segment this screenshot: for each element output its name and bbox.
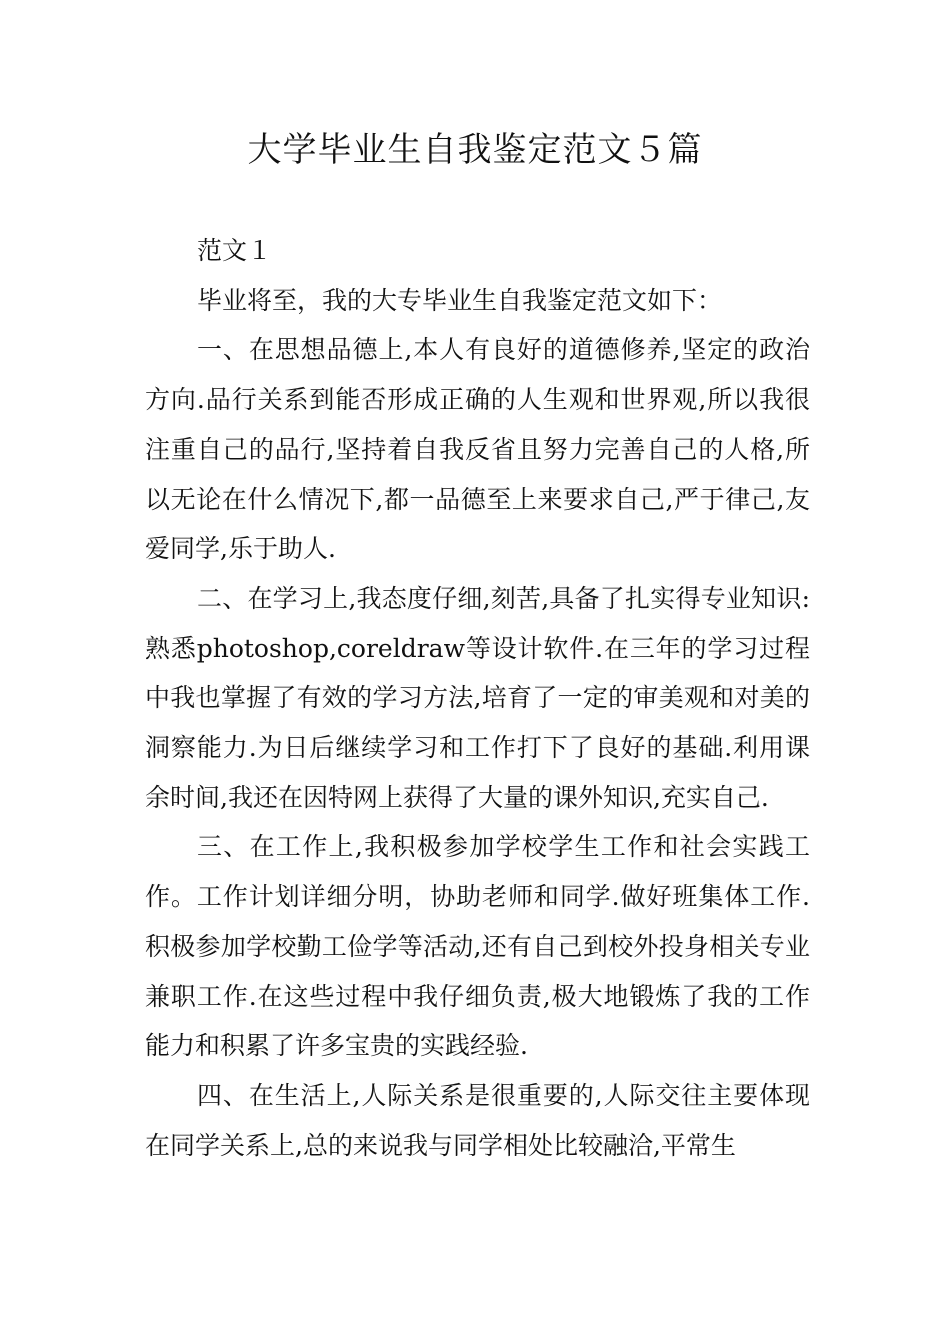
paragraph-life: 四、在生活上,人际关系是很重要的,人际交往主要体现在同学关系上,总的来说我与同学相处比较融洽,平常生 <box>145 1080 810 1160</box>
paragraph-work: 三、在工作上,我积极参加学校学生工作和社会实践工作。工作计划详细分明，协助老师和同学.做好班集体工作.积极参加学校勤工俭学等活动,还有自己到校外投身相关专业兼职工作.在这些过程中我仔细负责,极大地锻炼了我的工作能力和积累了许多宝贵的实践经验. <box>145 832 810 1061</box>
paragraph-intro: 毕业将至，我的大专毕业生自我鉴定范文如下： <box>197 285 723 315</box>
paragraph-morality: 一、在思想品德上,本人有良好的道德修养,坚定的政治方向.品行关系到能否形成正确的人生观和世界观,所以我很注重自己的品行,坚持着自我反省且努力完善自己的人格,所以无论在什么情况下,都一品德至上来要求自己,严于律己,友爱同学,乐于助人. <box>145 335 810 564</box>
paragraph-study: 二、在学习上,我态度仔细,刻苦,具备了扎实得专业知识:熟悉photoshop,coreldraw等设计软件.在三年的学习过程中我也掌握了有效的学习方法,培育了一定的审美观和对美的洞察能力.为日后继续学习和工作打下了良好的基础.利用课余时间,我还在因特网上获得了大量的课外知识,充实自己. <box>145 583 810 812</box>
document-body <box>145 226 810 1170</box>
paragraph-heading: 范文１ <box>197 236 273 265</box>
document-title: 大学毕业生自我鉴定范文５篇 <box>247 130 703 170</box>
